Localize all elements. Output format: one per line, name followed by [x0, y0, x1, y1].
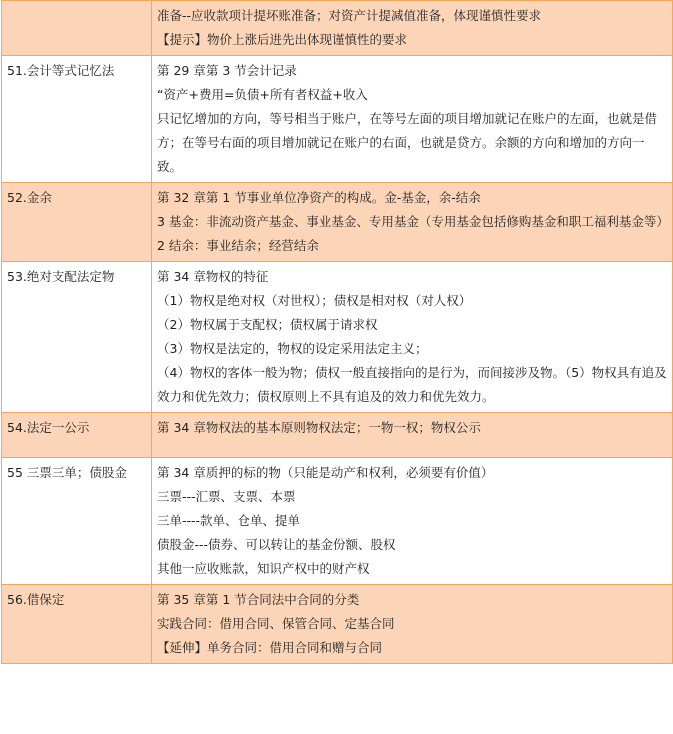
- term-cell: [2, 1, 152, 56]
- content-line: 第 29 章第 3 节会计记录: [157, 63, 297, 78]
- content-line: 第 32 章第 1 节事业单位净资产的构成。金-基金，余-结余: [157, 190, 481, 205]
- content-line: 只记忆增加的方向，等号相当于账户，在等号左面的项目增加就记在账户的左面，也就是借方；在等号右面的项目增加就记在账户的右面，也就是贷方。余额的方向和增加的方向一致。: [157, 111, 658, 174]
- content-line: 其他一应收账款，知识产权中的财产权: [157, 561, 370, 576]
- table-row: [2, 458, 673, 585]
- term-cell: [2, 413, 152, 458]
- content-cell: [152, 56, 673, 183]
- content-line: 2 结余：事业结余；经营结余: [157, 238, 319, 253]
- content-cell: [152, 458, 673, 585]
- content-line: 第 34 章物权的特征: [157, 269, 269, 284]
- term-label: 53.绝对支配法定物: [7, 269, 115, 284]
- content-line: 3 基金：非流动资产基金、事业基金、专用基金（专用基金包括修购基金和职工福利基金等）: [157, 214, 669, 229]
- content-line: 第 34 章质押的标的物（只能是动产和权利，必须要有价值）: [157, 465, 494, 480]
- content-cell: [152, 183, 673, 262]
- table-row: [2, 585, 673, 664]
- content-line: 实践合同：借用合同、保管合同、定基合同: [157, 616, 395, 631]
- content-line: （3）物权是法定的，物权的设定采用法定主义；: [157, 341, 428, 356]
- content-line: 第 34 章物权法的基本原则物权法定；一物一权；物权公示: [157, 420, 481, 435]
- notes-table-container: [1, 0, 672, 664]
- term-cell: [2, 585, 152, 664]
- content-line: 【提示】物价上涨后进先出体现谨慎性的要求: [157, 32, 408, 47]
- term-label: 56.借保定: [7, 592, 65, 607]
- content-line: 第 35 章第 1 节合同法中合同的分类: [157, 592, 360, 607]
- term-label: 52.金余: [7, 190, 52, 205]
- table-row: [2, 1, 673, 56]
- table-row: [2, 183, 673, 262]
- content-line: 【延伸】单务合同：借用合同和赠与合同: [157, 640, 383, 655]
- term-label: 54.法定一公示: [7, 420, 90, 435]
- table-row: [2, 56, 673, 183]
- content-line: （2）物权属于支配权；债权属于请求权: [157, 317, 378, 332]
- term-cell: [2, 262, 152, 413]
- content-cell: [152, 262, 673, 413]
- content-line: （1）物权是绝对权（对世权）；债权是相对权（对人权）: [157, 293, 472, 308]
- content-line: “资产+费用=负债+所有者权益+收入: [157, 87, 368, 102]
- term-cell: [2, 458, 152, 585]
- content-line: 准备--应收款项计提坏账准备；对资产计提减值准备，体现谨慎性要求: [157, 8, 542, 23]
- term-label: 55 三票三单；债股金: [7, 465, 127, 480]
- content-cell: [152, 413, 673, 458]
- table-row: [2, 413, 673, 458]
- table-row: [2, 262, 673, 413]
- notes-table: [1, 0, 673, 664]
- content-line: 三票---汇票、支票、本票: [157, 489, 296, 504]
- content-cell: [152, 585, 673, 664]
- content-cell: [152, 1, 673, 56]
- content-line: （4）物权的客体一般为物；债权一般直接指向的是行为，而间接涉及物。（5）物权具有追及效力和优先效力；债权原则上不具有追及的效力和优先效力。: [157, 365, 667, 404]
- term-label: 51.会计等式记忆法: [7, 63, 115, 78]
- content-line: 三单----款单、仓单、提单: [157, 513, 301, 528]
- term-cell: [2, 183, 152, 262]
- content-line: 债股金---债券、可以转让的基金份额、股权: [157, 537, 396, 552]
- term-cell: [2, 56, 152, 183]
